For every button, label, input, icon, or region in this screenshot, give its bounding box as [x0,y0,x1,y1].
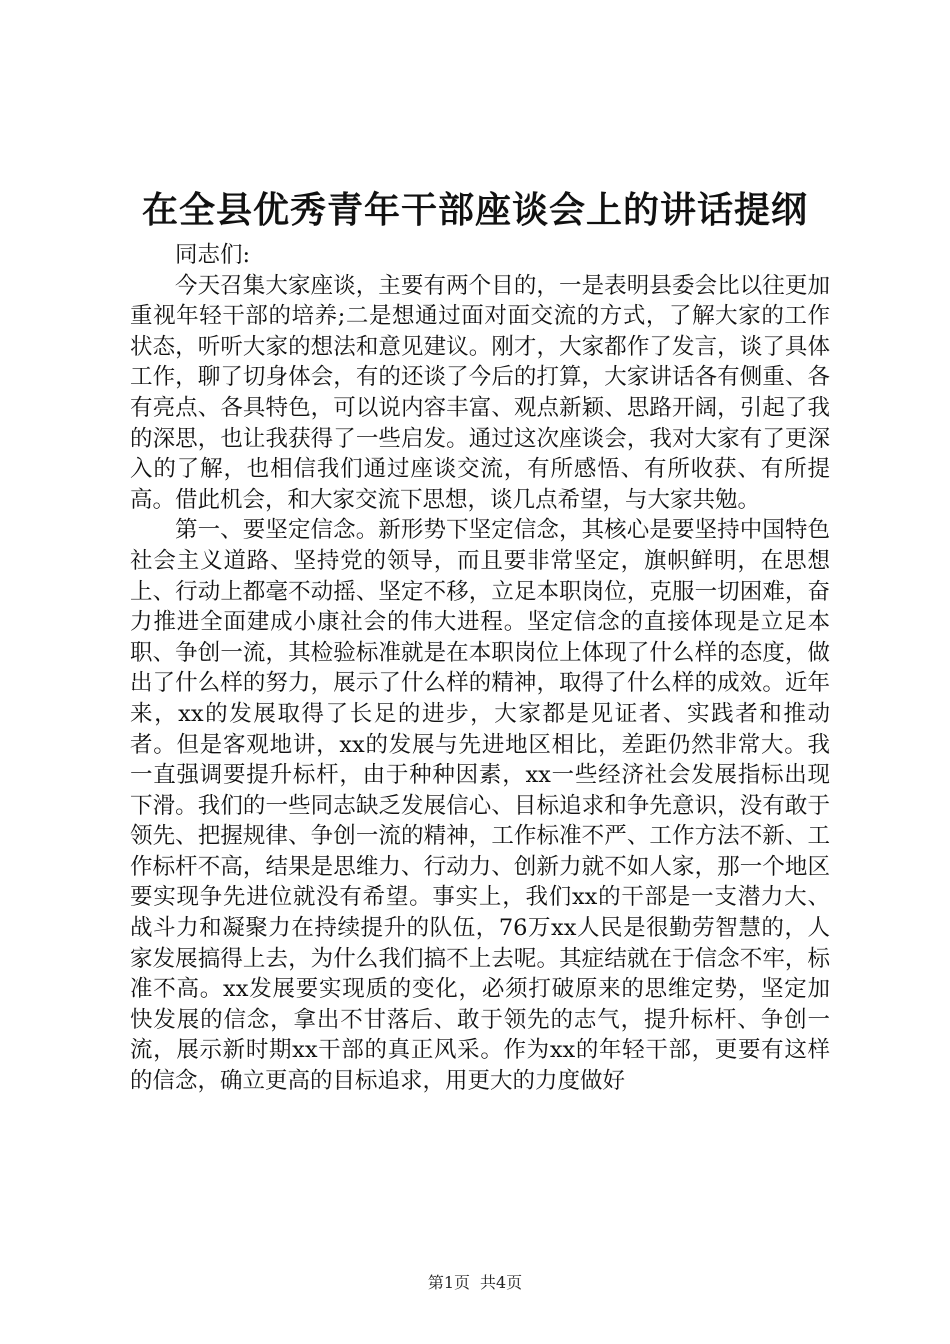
page-total: 共4页 [480,1273,523,1292]
paragraph-intro: 今天召集大家座谈，主要有两个目的，一是表明县委会比以往更加重视年轻干部的培养;二是想通过面对面交流的方式，了解大家的工作状态，听听大家的想法和意见建议。刚才，大家都作了发言，谈了具体工作，聊了切身体会，有的还谈了今后的打算，大家讲话各有侧重、各有亮点、各具特色，可以说内容丰富、观点新颖、思路开阔，引起了我的深思，也让我获得了一些启发。通过这次座谈会，我对大家有了更深入的了解，也相信我们通过座谈交流，有所感悟、有所收获、有所提高。借此机会，和大家交流下思想，谈几点希望，与大家共勉。 [130,272,830,513]
page-footer [0,1272,950,1294]
document-title: 在全县优秀青年干部座谈会上的讲话提纲 [141,189,808,231]
document-body [130,240,830,1097]
greeting: 同志们: [175,242,251,268]
page-number: 第1页 [427,1273,470,1292]
paragraph-first-point: 第一、要坚定信念。新形势下坚定信念，其核心是要坚持中国特色社会主义道路、坚持党的领导，而且要非常坚定，旗帜鲜明，在思想上、行动上都毫不动摇、坚定不移，立足本职岗位，克服一切困难，奋力推进全面建成小康社会的伟大进程。坚定信念的直接体现是立足本职、争创一流，其检验标准就是在本职岗位上体现了什么样的态度，做出了什么样的努力，展示了什么样的精神，取得了什么样的成效。近年来，xx的发展取得了长足的进步，大家都是见证者、实践者和推动者。但是客观地讲，xx的发展与先进地区相比，差距仍然非常大。我一直强调要提升标杆，由于种种因素，xx一些经济社会发展指标出现下滑。我们的一些同志缺乏发展信心、目标追求和争先意识，没有敢于领先、把握规律、争创一流的精神，工作标准不严、工作方法不新、工作标杆不高，结果是思维力、行动力、创新力就不如人家，那一个地区要实现争先进位就没有希望。事实上，我们xx的干部是一支潜力大、战斗力和凝聚力在持续提升的队伍，76万xx人民是很勤劳智慧的，人家发展搞得上去，为什么我们搞不上去呢。其症结就在于信念不牢，标准不高。xx发展要实现质的变化，必须打破原来的思维定势，坚定加快发展的信念，拿出不甘落后、敢于领先的志气，提升标杆、争创一流，展示新时期xx干部的真正风采。作为xx的年轻干部，更要有这样的信念，确立更高的目标追求，用更大的力度做好 [130,517,830,1095]
